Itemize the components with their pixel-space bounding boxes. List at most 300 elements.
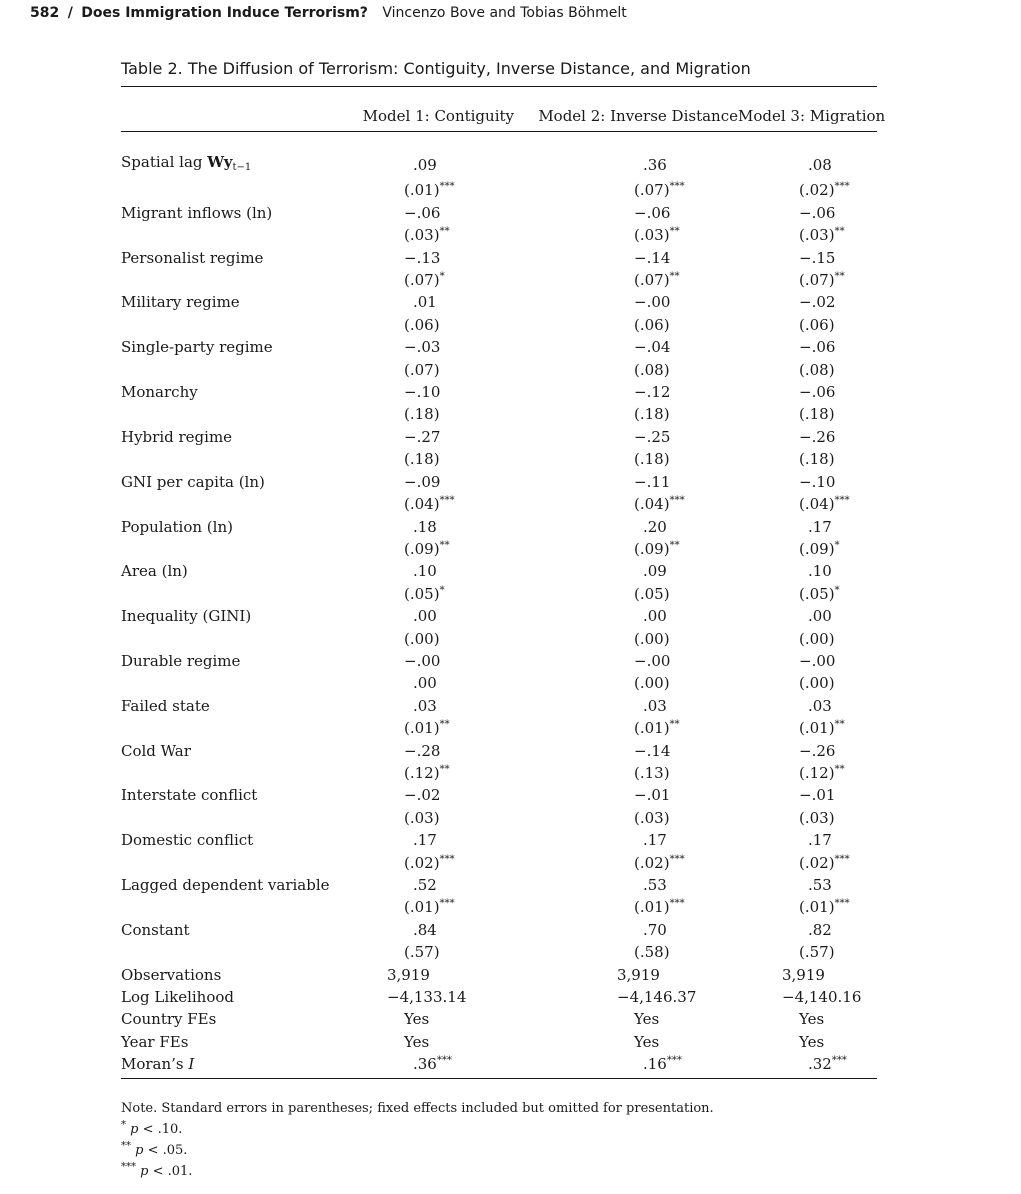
cell-value: −.12 (634, 383, 671, 402)
summary-label: Country FEs (121, 1010, 217, 1029)
cell-value: .17 (413, 831, 437, 850)
cell-model-1 (347, 1008, 529, 1030)
cell-model-1 (347, 359, 529, 381)
article-authors: Vincenzo Bove and Tobias Böhmelt (382, 5, 627, 21)
cell-value: 3,919 (617, 965, 660, 984)
cell-model-1 (347, 493, 529, 515)
cell-model-1 (347, 852, 529, 874)
table-row-se (121, 941, 877, 963)
row-label: Spatial lag $Wy_{t-1}$ (121, 153, 252, 173)
cell-value: (.02)*** (799, 181, 850, 200)
table-row-coef (121, 516, 877, 538)
cell-model-2 (529, 224, 738, 246)
cell-model-1 (347, 740, 529, 762)
cell-value: −.14 (634, 741, 671, 760)
table-row-se (121, 628, 877, 650)
running-head (30, 5, 627, 21)
cell-model-2 (529, 448, 738, 470)
cell-value: −.27 (404, 427, 441, 446)
cell-model-1 (347, 224, 529, 246)
table-top-rule (121, 86, 877, 87)
cell-value: −.14 (634, 248, 671, 267)
cell-model-3 (738, 202, 877, 224)
cell-model-1 (347, 291, 529, 313)
cell-value: (.04)*** (404, 495, 455, 514)
cell-model-3 (738, 516, 877, 538)
cell-value: .00 (643, 607, 667, 626)
cell-value: −.01 (634, 786, 671, 805)
note-sig-05: ** p < .05. (121, 1140, 188, 1158)
cell-value: Yes (404, 1010, 430, 1029)
cell-value: (.00) (634, 674, 670, 693)
table-row-coef (121, 695, 877, 717)
cell-model-3 (738, 986, 877, 1008)
cell-model-3 (738, 829, 877, 851)
table-row-se (121, 269, 877, 291)
cell-value: −.04 (634, 338, 671, 357)
cell-value: (.00) (404, 629, 440, 648)
row-label: Area (ln) (121, 562, 188, 581)
table-row-se (121, 493, 877, 515)
row-label: Durable regime (121, 651, 241, 670)
cell-model-1 (347, 650, 529, 672)
cell-value: (.07)* (404, 271, 445, 290)
cell-value: .09 (413, 156, 437, 174)
cell-value: (.04)*** (799, 495, 850, 514)
cell-value: (.03)** (634, 226, 680, 245)
cell-value: .53 (808, 876, 832, 894)
table-row-coef (121, 650, 877, 672)
cell-model-2 (529, 560, 738, 582)
cell-model-3 (738, 605, 877, 627)
cell-model-3 (738, 1053, 877, 1075)
cell-value: (.57) (404, 943, 440, 962)
cell-value: .00 (808, 607, 832, 626)
cell-value: −.06 (799, 203, 836, 222)
cell-model-3 (738, 919, 877, 941)
cell-model-3 (738, 381, 877, 403)
cell-value: −4,133.14 (387, 988, 467, 1007)
table-row-coef (121, 151, 877, 179)
cell-value: (.01)*** (634, 898, 685, 917)
cell-model-2 (529, 919, 738, 941)
cell-model-2 (529, 314, 738, 336)
cell-value: (.09)** (404, 539, 450, 558)
cell-model-1 (347, 151, 529, 179)
cell-value: (.03)** (799, 226, 845, 245)
cell-value: (.13) (634, 763, 670, 782)
cell-model-2 (529, 471, 738, 493)
row-label: Military regime (121, 293, 240, 312)
row-label: Cold War (121, 741, 191, 760)
table-caption: Table 2. The Diffusion of Terrorism: Contiguity, Inverse Distance, and Migration (121, 59, 751, 78)
cell-model-3 (738, 560, 877, 582)
cell-model-1 (347, 247, 529, 269)
table-row-se (121, 448, 877, 470)
cell-value: .84 (413, 920, 437, 939)
cell-model-3 (738, 247, 877, 269)
cell-value: (.01)** (799, 719, 845, 738)
cell-model-1 (347, 986, 529, 1008)
cell-value: −4,146.37 (617, 988, 697, 1007)
cell-model-1 (347, 179, 529, 201)
table-row-coef (121, 605, 877, 627)
cell-value: .00 (413, 674, 437, 693)
cell-value: −.28 (404, 741, 441, 760)
summary-label: Year FEs (121, 1032, 189, 1051)
cell-model-2 (529, 1053, 738, 1075)
cell-model-2 (529, 202, 738, 224)
cell-value: .03 (413, 696, 437, 715)
cell-value: (.12)** (799, 763, 845, 782)
cell-model-2 (529, 852, 738, 874)
table-header-row (121, 104, 877, 129)
cell-model-3 (738, 695, 877, 717)
cell-model-3 (738, 1008, 877, 1030)
table-row-se (121, 538, 877, 560)
cell-model-1 (347, 628, 529, 650)
row-label: GNI per capita (ln) (121, 472, 265, 491)
table-row-se (121, 762, 877, 784)
cell-model-1 (347, 471, 529, 493)
cell-value: −.10 (799, 472, 836, 491)
cell-value: Yes (634, 1032, 660, 1051)
cell-value: .52 (413, 876, 437, 894)
table-row-coef (121, 471, 877, 493)
cell-value: (.03) (799, 808, 835, 827)
cell-value: .00 (413, 607, 437, 626)
cell-value: −.09 (404, 472, 441, 491)
cell-value: (.18) (799, 405, 835, 424)
row-label: Constant (121, 920, 190, 939)
table-row-se (121, 672, 877, 694)
cell-value: −.01 (799, 786, 836, 805)
row-label: Domestic conflict (121, 831, 254, 850)
regression-table (121, 104, 886, 1076)
cell-model-2 (529, 829, 738, 851)
cell-model-1 (347, 672, 529, 694)
cell-model-3 (738, 1031, 877, 1053)
cell-model-2 (529, 381, 738, 403)
cell-model-2 (529, 493, 738, 515)
cell-model-2 (529, 269, 738, 291)
cell-value: (.08) (634, 360, 670, 379)
cell-value: −.00 (634, 293, 671, 312)
cell-value: .08 (808, 156, 832, 174)
cell-value: .03 (808, 696, 832, 715)
cell-model-3 (738, 784, 877, 806)
table-notes (121, 1098, 714, 1182)
cell-model-2 (529, 336, 738, 358)
cell-model-3 (738, 471, 877, 493)
cell-model-2 (529, 179, 738, 201)
table-row-se (121, 359, 877, 381)
cell-value: .17 (643, 831, 667, 850)
cell-value: (.12)** (404, 763, 450, 782)
cell-value: −.06 (799, 383, 836, 402)
cell-model-1 (347, 381, 529, 403)
header-blank (121, 104, 347, 129)
table-row-se (121, 583, 877, 605)
cell-value: .53 (643, 876, 667, 894)
cell-model-1 (347, 426, 529, 448)
cell-value: (.02)*** (634, 853, 685, 872)
cell-model-3 (738, 628, 877, 650)
cell-model-3 (738, 964, 877, 986)
cell-model-3 (738, 672, 877, 694)
cell-value: 3,919 (387, 965, 430, 984)
article-title: Does Immigration Induce Terrorism? (81, 5, 368, 21)
cell-value: −.06 (799, 338, 836, 357)
cell-model-2 (529, 359, 738, 381)
table-row-summary (121, 986, 877, 1008)
cell-model-2 (529, 896, 738, 918)
cell-value: (.06) (799, 315, 835, 334)
cell-value: (.01)*** (404, 181, 455, 200)
cell-model-2 (529, 1008, 738, 1030)
row-label: Personalist regime (121, 248, 264, 267)
cell-model-3 (738, 538, 877, 560)
row-label: Migrant inflows (ln) (121, 203, 273, 222)
cell-model-3 (738, 448, 877, 470)
cell-model-3 (738, 224, 877, 246)
cell-model-1 (347, 784, 529, 806)
cell-value: .36 (643, 156, 667, 174)
cell-value: (.06) (404, 315, 440, 334)
cell-model-1 (347, 896, 529, 918)
cell-value: (.03) (404, 808, 440, 827)
cell-value: (.09)* (799, 539, 840, 558)
cell-value: −.15 (799, 248, 836, 267)
cell-model-3 (738, 493, 877, 515)
cell-value: −.10 (404, 383, 441, 402)
table-row-se (121, 717, 877, 739)
cell-model-2 (529, 672, 738, 694)
cell-model-1 (347, 336, 529, 358)
cell-model-2 (529, 1031, 738, 1053)
table-row-coef (121, 874, 877, 896)
cell-model-3 (738, 403, 877, 425)
table-row-coef (121, 202, 877, 224)
cell-value: (.05)* (799, 584, 840, 603)
table-row-coef (121, 247, 877, 269)
note-sig-10: * p < .10. (121, 1119, 183, 1137)
cell-value: (.05) (634, 584, 670, 603)
table-row-summary (121, 1053, 877, 1075)
cell-value: −.06 (404, 203, 441, 222)
cell-model-2 (529, 583, 738, 605)
cell-model-2 (529, 516, 738, 538)
summary-label: Moran’s I (121, 1055, 195, 1074)
running-head-separator: / (67, 5, 73, 21)
cell-model-2 (529, 426, 738, 448)
cell-value: .20 (643, 517, 667, 536)
cell-model-2 (529, 784, 738, 806)
cell-model-1 (347, 583, 529, 605)
table-bottom-rule (121, 1078, 877, 1079)
cell-value: .17 (808, 517, 832, 536)
cell-model-1 (347, 1053, 529, 1075)
cell-value: (.08) (799, 360, 835, 379)
cell-value: −.00 (634, 651, 671, 670)
cell-value: .16*** (643, 1055, 682, 1074)
cell-model-1 (347, 717, 529, 739)
cell-value: (.03) (634, 808, 670, 827)
cell-value: .01 (413, 293, 437, 312)
cell-model-1 (347, 1031, 529, 1053)
cell-value: (.00) (799, 629, 835, 648)
cell-model-1 (347, 605, 529, 627)
row-label: Inequality (GINI) (121, 607, 252, 626)
cell-value: (.01)** (404, 719, 450, 738)
table-body (121, 129, 877, 1076)
cell-model-1 (347, 448, 529, 470)
cell-value: (.58) (634, 943, 670, 962)
cell-value: −.26 (799, 741, 836, 760)
cell-value: (.05)* (404, 584, 445, 603)
table-row-se (121, 314, 877, 336)
table-row-coef (121, 740, 877, 762)
cell-model-3 (738, 583, 877, 605)
cell-value: 3,919 (782, 965, 825, 984)
cell-model-3 (738, 874, 877, 896)
cell-model-2 (529, 740, 738, 762)
cell-model-1 (347, 269, 529, 291)
row-label: Failed state (121, 696, 210, 715)
cell-model-1 (347, 403, 529, 425)
cell-model-2 (529, 807, 738, 829)
cell-value: .82 (808, 920, 832, 939)
cell-model-2 (529, 941, 738, 963)
cell-model-3 (738, 359, 877, 381)
cell-value: Yes (404, 1032, 430, 1051)
cell-value: −.02 (404, 786, 441, 805)
cell-model-3 (738, 852, 877, 874)
row-label: Interstate conflict (121, 786, 258, 805)
cell-value: (.18) (404, 450, 440, 469)
table-row-se (121, 403, 877, 425)
cell-model-3 (738, 179, 877, 201)
table-row-coef (121, 381, 877, 403)
cell-value: (.18) (799, 450, 835, 469)
cell-value: (.07)*** (634, 181, 685, 200)
cell-model-1 (347, 560, 529, 582)
cell-value: (.01)*** (799, 898, 850, 917)
cell-value: −.00 (799, 651, 836, 670)
row-label: Single-party regime (121, 338, 273, 357)
table-row-summary (121, 1031, 877, 1053)
row-label: Monarchy (121, 383, 198, 402)
cell-value: Yes (634, 1010, 660, 1029)
cell-value: .18 (413, 517, 437, 536)
cell-model-3 (738, 426, 877, 448)
cell-model-2 (529, 650, 738, 672)
cell-model-2 (529, 538, 738, 560)
table-row-coef (121, 829, 877, 851)
cell-model-3 (738, 807, 877, 829)
note-sig-01: *** p < .01. (121, 1161, 193, 1179)
cell-model-1 (347, 314, 529, 336)
cell-model-2 (529, 695, 738, 717)
cell-model-2 (529, 717, 738, 739)
cell-model-3 (738, 291, 877, 313)
cell-value: (.02)*** (799, 853, 850, 872)
page-number: 582 (30, 5, 60, 21)
column-header-model-2: Model 2: Inverse Distance (538, 107, 738, 125)
table-row-coef (121, 291, 877, 313)
cell-value: .10 (413, 562, 437, 581)
cell-model-2 (529, 986, 738, 1008)
cell-value: (.00) (799, 674, 835, 693)
cell-value: (.01)** (634, 719, 680, 738)
table-row-coef (121, 784, 877, 806)
cell-value: .32*** (808, 1055, 847, 1074)
cell-value: (.09)** (634, 539, 680, 558)
cell-model-1 (347, 538, 529, 560)
cell-value: (.02)*** (404, 853, 455, 872)
cell-model-3 (738, 336, 877, 358)
cell-value: .10 (808, 562, 832, 581)
summary-label: Observations (121, 965, 222, 984)
cell-model-2 (529, 762, 738, 784)
cell-model-3 (738, 269, 877, 291)
cell-model-2 (529, 291, 738, 313)
cell-model-3 (738, 650, 877, 672)
cell-model-3 (738, 762, 877, 784)
cell-model-3 (738, 151, 877, 179)
cell-model-2 (529, 605, 738, 627)
cell-model-2 (529, 247, 738, 269)
cell-value: (.07)** (634, 271, 680, 290)
cell-value: (.18) (634, 405, 670, 424)
cell-value: .36*** (413, 1055, 452, 1074)
row-label: Lagged dependent variable (121, 876, 330, 894)
cell-model-2 (529, 964, 738, 986)
cell-model-1 (347, 516, 529, 538)
cell-value: (.18) (634, 450, 670, 469)
cell-value: Yes (799, 1010, 825, 1029)
cell-value: (.03)** (404, 226, 450, 245)
cell-model-3 (738, 740, 877, 762)
table-row-se (121, 807, 877, 829)
cell-value: −.03 (404, 338, 441, 357)
cell-value: (.00) (634, 629, 670, 648)
summary-label: Log Likelihood (121, 988, 235, 1007)
cell-value: −.06 (634, 203, 671, 222)
cell-value: .17 (808, 831, 832, 850)
cell-model-1 (347, 762, 529, 784)
cell-model-2 (529, 874, 738, 896)
row-label: Population (ln) (121, 517, 233, 536)
cell-value: (.57) (799, 943, 835, 962)
cell-value: .70 (643, 920, 667, 939)
row-label: Hybrid regime (121, 427, 233, 446)
table-row-se (121, 852, 877, 874)
table-row-summary (121, 964, 877, 986)
cell-model-2 (529, 628, 738, 650)
cell-model-1 (347, 919, 529, 941)
cell-model-3 (738, 717, 877, 739)
cell-model-3 (738, 941, 877, 963)
cell-value: (.07)** (799, 271, 845, 290)
cell-model-1 (347, 695, 529, 717)
cell-model-3 (738, 896, 877, 918)
table-row-se (121, 896, 877, 918)
table-row-se (121, 179, 877, 201)
note-main: Note. Standard errors in parentheses; fixed effects included but omitted for presentation. (121, 1101, 714, 1116)
cell-value: −.02 (799, 293, 836, 312)
cell-value: Yes (799, 1032, 825, 1051)
